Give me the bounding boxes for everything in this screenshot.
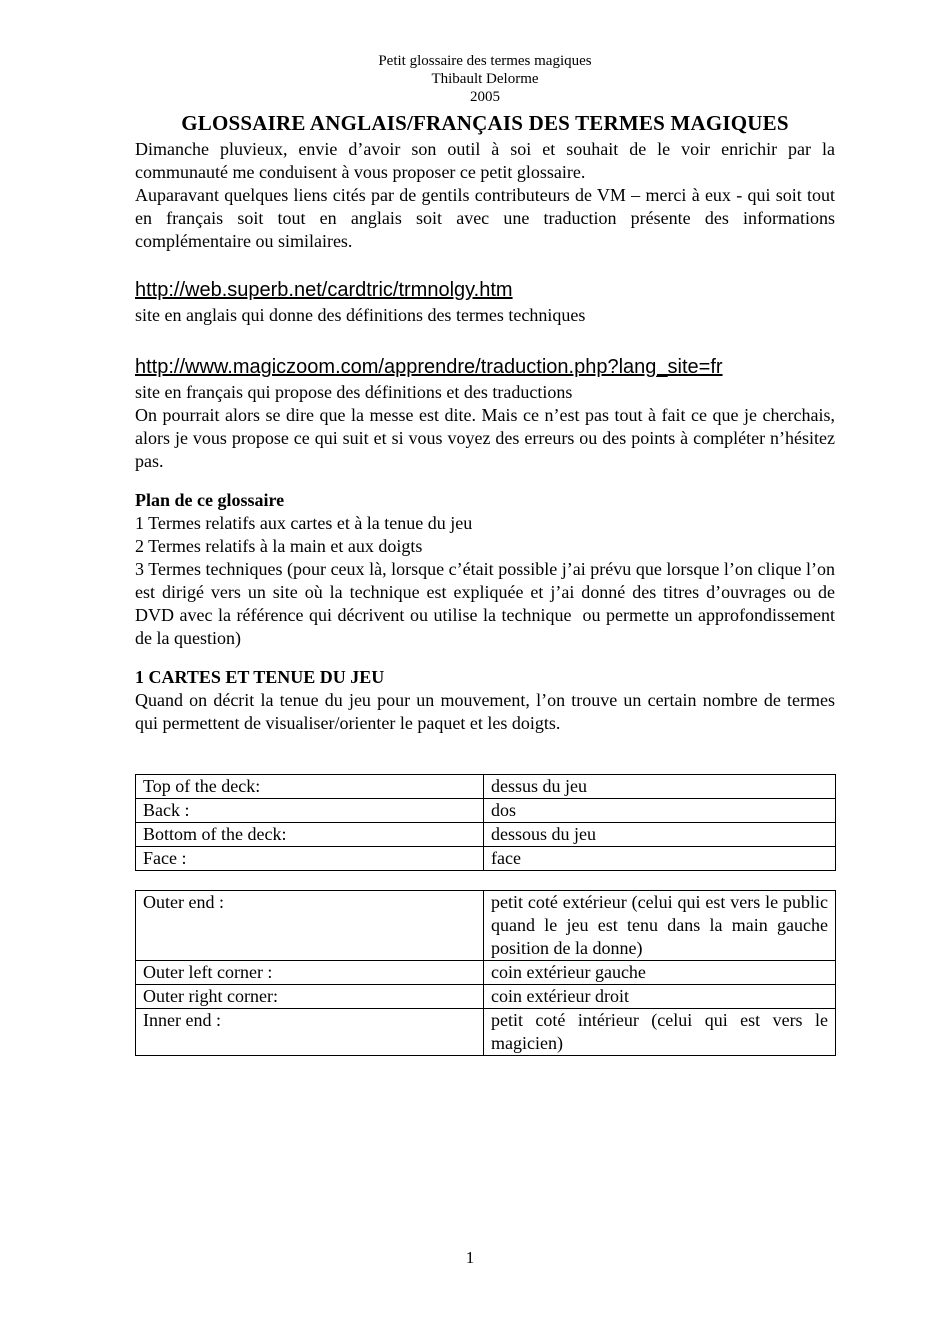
running-header [135, 52, 835, 106]
table-cell-en: Back : [136, 799, 484, 823]
intro-paragraph-1: Dimanche pluvieux, envie d’avoir son outil à soi et souhait de le voir enrichir par la communauté me conduisent à vous proposer ce petit glossaire. [135, 139, 835, 182]
table-cell-en: Outer end : [136, 891, 484, 961]
table-row [136, 985, 836, 1009]
table-cell-en: Bottom of the deck: [136, 823, 484, 847]
table-row [136, 961, 836, 985]
cardtric-link-caption: site en anglais qui donne des définitions des termes techniques [135, 305, 586, 325]
header-doc-title: Petit glossaire des termes magiques [378, 53, 592, 69]
table-cell-fr: coin extérieur gauche [484, 961, 836, 985]
table-row [136, 799, 836, 823]
magiczoom-link[interactable]: http://www.magiczoom.com/apprendre/traduction.php?lang_site=fr [135, 356, 723, 378]
table-cell-en: Face : [136, 847, 484, 871]
page-title: GLOSSAIRE ANGLAIS/FRANÇAIS DES TERMES MAGIQUES [181, 111, 789, 135]
table-cell-en: Outer left corner : [136, 961, 484, 985]
header-author: Thibault Delorme [431, 71, 539, 87]
table-row [136, 823, 836, 847]
page-number: 1 [465, 1248, 475, 1267]
plan-list [135, 512, 840, 650]
header-year: 2005 [470, 89, 500, 105]
table-cell-en: Outer right corner: [136, 985, 484, 1009]
intro-paragraph-2: Auparavant quelques liens cités par de gentils contributeurs de VM – merci à eux - qui soit tout en français soit tout en anglais soit avec une traduction présente des informations complémentaire ou similaires. [135, 185, 835, 251]
cardtric-link[interactable]: http://web.superb.net/cardtric/trmnolgy.htm [135, 279, 513, 301]
document-content [135, 0, 840, 1056]
table-cell-fr: dos [484, 799, 836, 823]
table-cell-fr: dessus du jeu [484, 775, 836, 799]
plan-item-1: 1 Termes relatifs aux cartes et à la tenue du jeu [135, 513, 473, 533]
plan-item-2: 2 Termes relatifs à la main et aux doigts [135, 536, 423, 556]
table-row [136, 775, 836, 799]
link-line [135, 355, 835, 381]
link-block-cardtric [135, 278, 835, 327]
link-block-magiczoom [135, 355, 835, 404]
table-row [136, 891, 836, 961]
table-deck-basics [135, 774, 836, 871]
table-row [136, 1009, 836, 1056]
table-cell-fr: face [484, 847, 836, 871]
messe-paragraph: On pourrait alors se dire que la messe est dite. Mais ce n’est pas tout à fait ce que je cherchais, alors je vous propose ce qui suit et si vous voyez des erreurs ou des points à compléter n’hésitez pas. [135, 405, 835, 471]
plan-item-3: 3 Termes techniques (pour ceux là, lorsque c’était possible j’ai prévu que lorsque l’on clique l’on est dirigé vers un site où la technique est expliquée et j’ai donné des titres d’ouvrages ou de DVD avec la référence qui décrivent ou utilise la technique ou permette un approfondissement de la question) [135, 559, 840, 648]
table-deck-orientation [135, 890, 836, 1056]
table-cell-fr: dessous du jeu [484, 823, 836, 847]
table-row [136, 847, 836, 871]
table-cell-fr: petit coté intérieur (celui qui est vers le magicien) [484, 1009, 836, 1056]
table-cell-en: Inner end : [136, 1009, 484, 1056]
table-cell-fr: coin extérieur droit [484, 985, 836, 1009]
table-cell-fr: petit coté extérieur (celui qui est vers le public quand le jeu est tenu dans la main gauche position de la donne) [484, 891, 836, 961]
magiczoom-link-caption: site en français qui propose des définitions et des traductions [135, 382, 573, 402]
section1-intro-paragraph: Quand on décrit la tenue du jeu pour un mouvement, l’on trouve un certain nombre de termes qui permettent de visualiser/orienter le paquet et les doigts. [135, 690, 835, 733]
link-line [135, 278, 835, 304]
table-cell-en: Top of the deck: [136, 775, 484, 799]
section1-heading: 1 CARTES ET TENUE DU JEU [135, 667, 385, 687]
plan-heading: Plan de ce glossaire [135, 490, 285, 510]
